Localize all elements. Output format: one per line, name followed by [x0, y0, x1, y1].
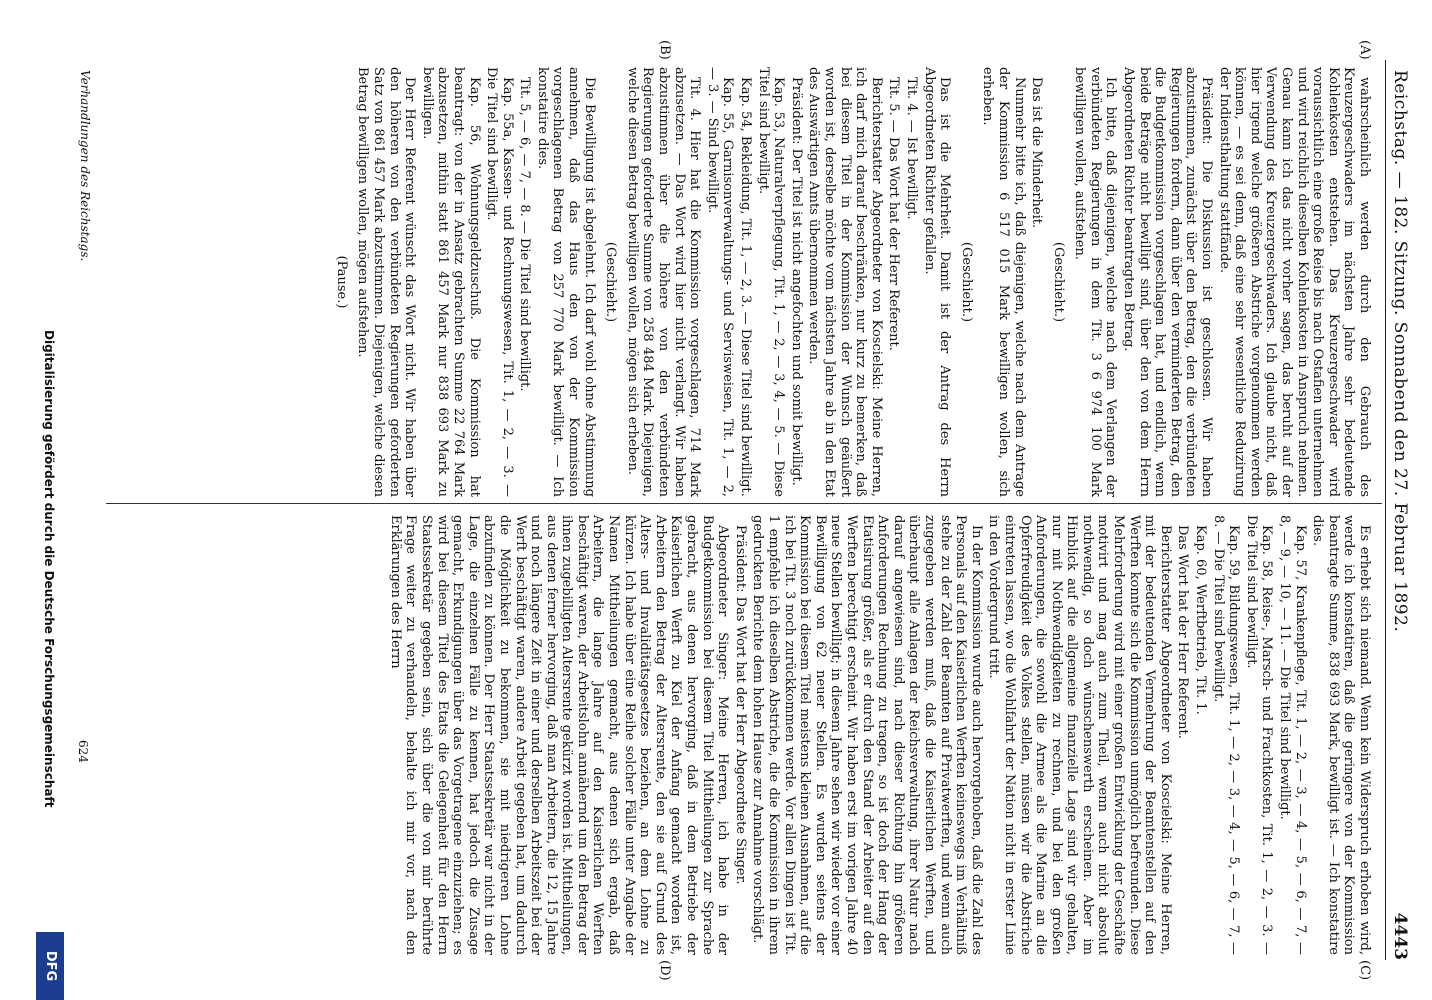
paragraph: Berichterstatter Abgeordneter von Koscielski: Meine Herren, ich darf mich darauf beschränken, nur kurz zu bemerken, daß bei diesem Titel in der Kommission der Wunsch geäußert worden ist, derselbe möchte vom nächsten Jahre ab in den Etat des Auswärtigen Amts übernommen werden.	[806, 67, 884, 497]
digitization-stamp	[32, 0, 64, 1000]
paragraph: (Pause.)	[333, 255, 349, 309]
header-rule	[1385, 60, 1386, 960]
paragraph: Das Wort hat der Herr Referent.	[1175, 525, 1191, 739]
margin-mark-a: (A)	[1357, 40, 1372, 60]
paragraph: (Geschieht.)	[603, 241, 619, 323]
paragraph: Das ist die Minderheit.	[1029, 77, 1045, 229]
margin-mark-c: (C)	[1357, 960, 1372, 981]
page-number: 4443	[1390, 912, 1410, 960]
paragraph: Kap. 54, Bekleidung, Tit. 1, — 2, 3. — Diese Titel sind bewilligt.	[738, 77, 754, 497]
paragraph: Abgeordneter Singer: Meine Herren, ich habe in der Budgetkommission bei diesem Titel Mittheilungen zur Sprache gebracht, aus denen hervorging, daß in dem Betriebe der Kaiserlichen Werft zu Kiel der Anfang gemacht worden ist, Arbeitern den Betrag der Altersrente, den sie auf Grund des Alters- und Invaliditätsgesetzes beziehen, an dem Lohne zu kürzen. Ich habe über eine Reihe solcher Fälle unter Angabe der Namen Mittheilungen gemacht, aus denen sich ergab, daß Arbeitern, die lange Jahre auf den Kaiserlichen Werften beschäftigt waren, der Arbeitslohn annähernd um den Betrag der ihnen zugebilligten Altersrente gekürzt worden ist. Mittheilungen, aus denen ferner hervorging, daß man Arbeitern, die 12, 15 Jahre und noch längere Zeit in einer und derselben Arbeitszeit bei der Werft beschäftigt waren, andere Arbeit gegeben hat, um dadurch die Möglichkeit zu bekommen, sie mit niedrigeren Lohne abzufinden zu können. Der Herr Staatssekretär war nicht in der Lage, die einzelnen Fälle zu kennen, hat jedoch die Zusage gemacht, Erkundigungen über das Vorgetragene einzuziehen; es wird bei diesem Titel des Etats die Gelegenheit für den Herrn Staatssekretär gegeben sein, sich über die von mir berührte Frage weiter zu verhandeln, behalte ich mir vor, nach den Erklärungen des Herrn	[387, 515, 731, 955]
page-header	[1388, 60, 1428, 960]
dfg-logo: DFG	[36, 932, 64, 1000]
paragraph: Tit. 4. Hier hat die Kommission vorgeschlagen, 714 Mark abzusetzen. — Das Wort wird hier nicht verlangt. Wir haben abzustimmen über die höhere von den verbündeten Regierungen geforderte Summe von 258 484 Mark. Diejenigen, welche diesen Betrag bewilligen wollen, mögen sich erheben.	[624, 67, 703, 497]
paragraph: Die Bewilligung ist abgelehnt. Ich darf wohl ohne Abstimmung annehmen, daß das Haus den von der Kommission vorgeschlagenen Betrag von 257 770 Mark bewilligt. — Ich konstatire dies.	[534, 67, 597, 497]
paragraph: Kap. 58, Reise-, Marsch- und Frachtkosten, Tit. 1, — 2, — 3. — Die Titel sind bewilligt.	[1243, 515, 1275, 955]
paragraph: Präsident: Das Wort hat der Herr Abgeordnete Singer.	[732, 525, 748, 885]
paragraph: Tit. 5. — Das Wort hat der Herr Referent.	[886, 77, 902, 351]
paragraph: Kap. 60, Werftbetrieb, Tit. 1.	[1193, 525, 1209, 715]
paragraph: Präsident: Der Titel ist nicht angefochten und somit bewilligt.	[788, 77, 804, 486]
paragraph: Kap. 57, Krankenpflege, Tit. 1, — 2, — 3, — 4, — 5, — 6, — 7, — 8, — 9, — 10, — 11. — Die Titel sind bewilligt.	[1277, 515, 1308, 955]
margin-mark-b: (B)	[657, 40, 672, 60]
text-column-left	[82, 67, 1372, 497]
column-divider	[106, 503, 1382, 504]
paragraph: Kap. 59, Bildungswesen, Tit. 1, — 2, — 3, — 4, — 5, — 6, — 7, — 8. — Die Titel sind bewilligt.	[1210, 515, 1242, 955]
funding-notice: Digitalisierung gefördert durch die Deutsche Forschungsgemeinschaft	[42, 330, 56, 808]
paragraph: Tit. 4. — Ist bewilligt.	[903, 77, 919, 220]
paragraph: (Geschieht.)	[958, 241, 974, 323]
footer-sheet-number: 624	[76, 740, 90, 763]
paragraph: wahrscheinlich werden durch den Gebrauch des Kreuzergeschwaders im nächsten Jahre sehr bedeutende Kohlenkosten entstehen. Das Kreuzergeschwader wird voraussichtlich eine große Reise bis nach Ostafien unternehmen und wird reichlich dieselben Kohlenkosten in Anspruch nehmen. Genau kann ich das nicht vorher sagen, das beruht auf der Verwendung des Kreuzergeschwaders. Ich glaube nicht, daß hier irgend welche größeren Abstriche vorgenommen werden können, — es sei denn, daß eine sehr wesentliche Reduzirung der Indiensthaltung stattfände.	[1216, 67, 1372, 497]
paragraph: Kap. 53, Naturalverpflegung, Tit. 1, — 2, — 3, 4, — 5. — Diese Titel sind bewilligt.	[755, 67, 787, 497]
paragraph: Kap. 56, Wohnungsgeldzuschuß. Die Kommission hat beantragt: von der in Ansatz gebrachten Summe 22 764 Mark abzusetzen, mithin statt 861 457 Mark nur 838 693 Mark zu bewilligen.	[419, 67, 482, 497]
paragraph: Kap. 55, Garnisonverwaltungs- und Servisweisen, Tit. 1, — 2, — 3. — Sind bewilligt.	[704, 67, 736, 497]
paragraph: Nunmehr bitte ich, daß diejenigen, welche nach dem Antrage der Kommission 6 517 015 Mark bewilligen wollen, sich erheben.	[980, 67, 1027, 497]
scanned-page	[32, 0, 1432, 1000]
paragraph: Das ist die Mehrheit. Damit ist der Antrag des Herrn Abgeordneten Richter gefallen.	[921, 67, 953, 497]
paragraph: Kap. 55a, Kassen- und Rechnungswesen, Tit. 1, — 2, — 3. — Die Titel sind bewilligt.	[484, 67, 515, 497]
paragraph: In der Kommission wurde auch hervorgehoben, daß die Zahl des Personals auf den Kaiserlichen Werften keineswegs im Verhältniß stehe zu der Zahl der Beamten auf Privatwerften, und wenn auch zugegeben werden muß, daß die Kaiserlichen Werften, und überhaupt alle Anlagen der Reichsverwaltung, ihrer Natur nach darauf angewiesen sind, nach dieser Richtung hin größeren Anforderungen Rechnung zu tragen, so ist doch der Hang der Etatisirung größer, als er durch den Stand der Arbeiter auf den Werften berechtigt erscheint. Wir haben erst im vorigen Jahre 40 neue Stellen bewilligt; in diesem Jahre sehen wir wieder vor einer Bewilligung von 62 neuer Stellen. Es wurden seitens der Kommission bei diesem Titel meistens kleinen Ausnahmen, auf die ich bei Tit. 3 noch zurückkommen werde. Vor allen Dingen ist Tit. 1 empfehle ich dieselben Abstriche, die die Kommission in ihrem gedruckten Berichte dem hohen Hause zur Annahme vorschlägt.	[750, 515, 984, 955]
text-column-right	[82, 515, 1372, 955]
paragraph: Berichterstatter Abgeordneter von Koscielski: Meine Herren, mit der bedeutenden Vermehrung der Beamtenstellen auf den Werften konnte sich die Kommission unmöglich befreunden. Diese Mehrforderung wird mit einer großen Entwicklung der Geschäfte motivirt und mag auch zum Theil, wenn auch nicht absolut nothwendig, so doch wünschenswerth erscheinen. Aber im Hinblick auf die allgemeine finanzielle Lage sind wir gehalten, nur mit Nothwendigkeiten zu rechnen, und bei den großen Anforderungen, die sowohl die Armee als die Marine an die Opferfreudigkeit des Volkes stellen, müssen wir die Abstriche eintreten lassen, wo die Wohlfahrt der Nation nicht in erster Linie in den Vordergrund tritt.	[986, 515, 1173, 955]
paragraph: Präsident: Die Diskussion ist geschlossen. Wir haben abzustimmen, zunächst über den Betrag, den die verbündeten Regierungen fordern, dann über den verminderten Betrag, den die Budgetkommission vorgeschlagen hat, und endlich, wenn beide Beträge nicht bewilligt sind, über den von dem Herrn Abgeordneten Richter beantragten Betrag.	[1121, 67, 1215, 497]
paragraph: Ich bitte, daß diejenigen, welche nach dem Verlangen der verbündeten Regierungen in dem Tit. 3 6 974 100 Mark bewilligen wollen, aufstehen.	[1072, 67, 1119, 497]
running-head: Reichstag. — 182. Sitzung. Sonnabend den 27. Februar 1892.	[1390, 70, 1410, 633]
paragraph: (Geschieht.)	[1050, 241, 1066, 323]
margin-mark-d: (D)	[657, 960, 672, 981]
footer-publication: Verhandlungen des Reichstags.	[78, 70, 92, 262]
paragraph: Es erhebt sich niemand. Wenn kein Widerspruch erhoben wird, werde ich konstatiren, daß die geringere von der Kommission beantragte Summe, 838 693 Mark, bewilligt ist. — Ich konstatire dies.	[1310, 515, 1372, 955]
paragraph: Der Herr Referent wünscht das Wort nicht. Wir haben über den höheren von den verbündeten Regierungen geforderten Satz von 861 457 Mark abzustimmen. Diejenigen, welche diesen Betrag bewilligen wollen, mögen aufstehen.	[355, 67, 418, 497]
paragraph: Tit. 5, — 6, — 7, — 8. — Die Titel sind bewilligt.	[517, 77, 533, 392]
